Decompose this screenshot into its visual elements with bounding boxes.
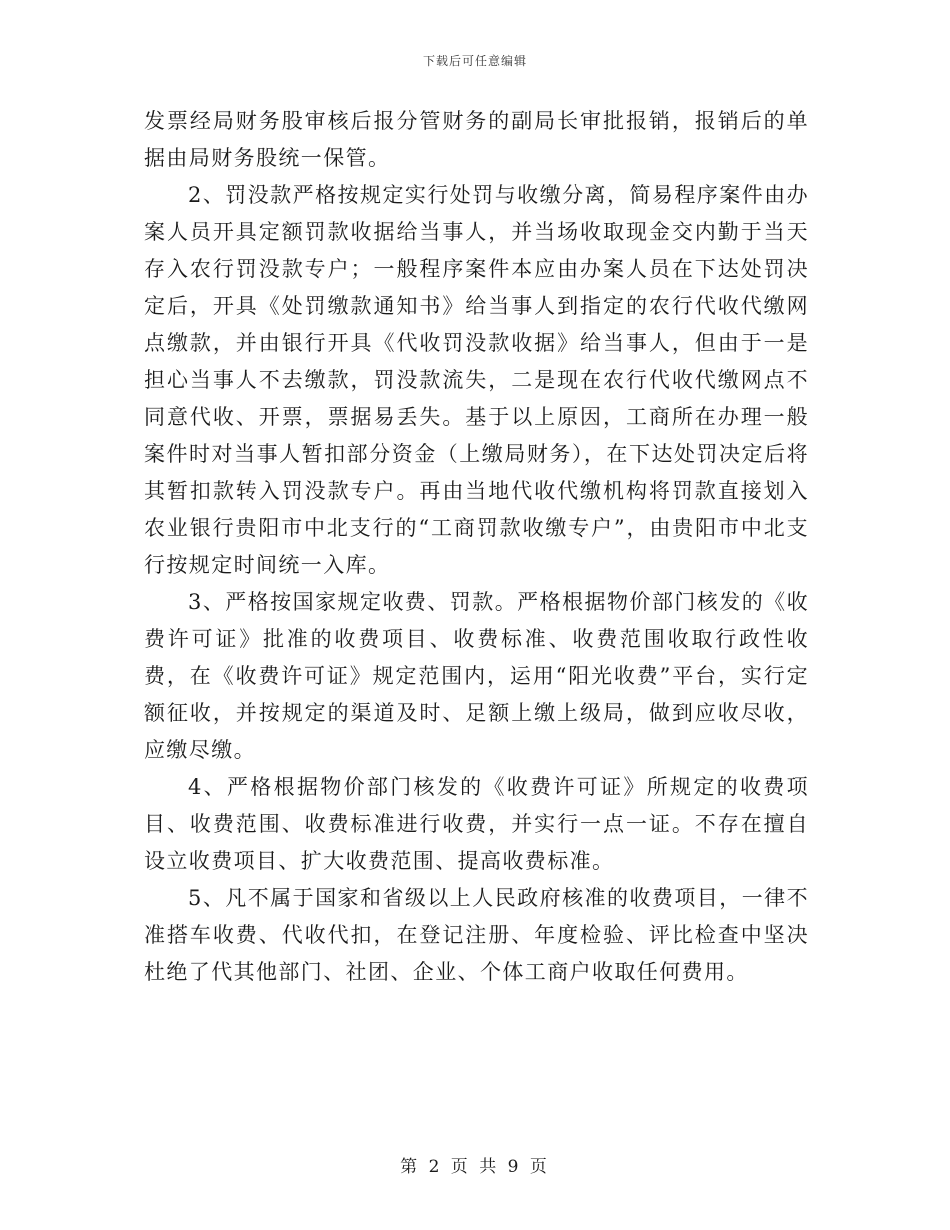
document-body [144,103,809,991]
paragraph-item-3: 3、严格按国家规定收费、罚款。严格根据物价部门核发的《收费许可证》批准的收费项目、收费标准、收费范围收取行政性收费，在《收费许可证》规定范围内，运用“阳光收费”平台，实行定额征收，并按规定的渠道及时、足额上缴上级局，做到应收尽收，应缴尽缴。 [144,590,809,762]
paragraph-item-2: 2、罚没款严格按规定实行处罚与收缴分离，简易程序案件由办案人员开具定额罚款收据给当事人，并当场收取现金交内勤于当天存入农行罚没款专户；一般程序案件本应由办案人员在下达处罚决定后，开具《处罚缴款通知书》给当事人到指定的农行代收代缴网点缴款，并由银行开具《代收罚没款收据》给当事人，但由于一是担心当事人不去缴款，罚没款流失，二是现在农行代收代缴网点不同意代收、开票，票据易丢失。基于以上原因，工商所在办理一般案件时对当事人暂扣部分资金（上缴局财务），在下达处罚决定后将其暂扣款转入罚没款专户。再由当地代收代缴机构将罚款直接划入农业银行贵阳市中北支行的“工商罚款收缴专户”，由贵阳市中北支行按规定时间统一入库。 [144,183,809,577]
page-header: 下载后可任意编辑 [422,54,527,68]
page-number-footer: 第 2 页 共 9 页 [400,1157,550,1177]
paragraph-continuation: 发票经局财务股审核后报分管财务的副局长审批报销，报销后的单据由局财务股统一保管。 [144,109,809,170]
paragraph-item-5: 5、凡不属于国家和省级以上人民政府核准的收费项目，一律不准搭车收费、代收代扣，在登记注册、年度检验、评比检查中坚决杜绝了代其他部门、社团、企业、个体工商户收取任何费用。 [144,886,809,984]
paragraph-item-4: 4、严格根据物价部门核发的《收费许可证》所规定的收费项目、收费范围、收费标准进行收费，并实行一点一证。不存在擅自设立收费项目、扩大收费范围、提高收费标准。 [144,775,809,873]
